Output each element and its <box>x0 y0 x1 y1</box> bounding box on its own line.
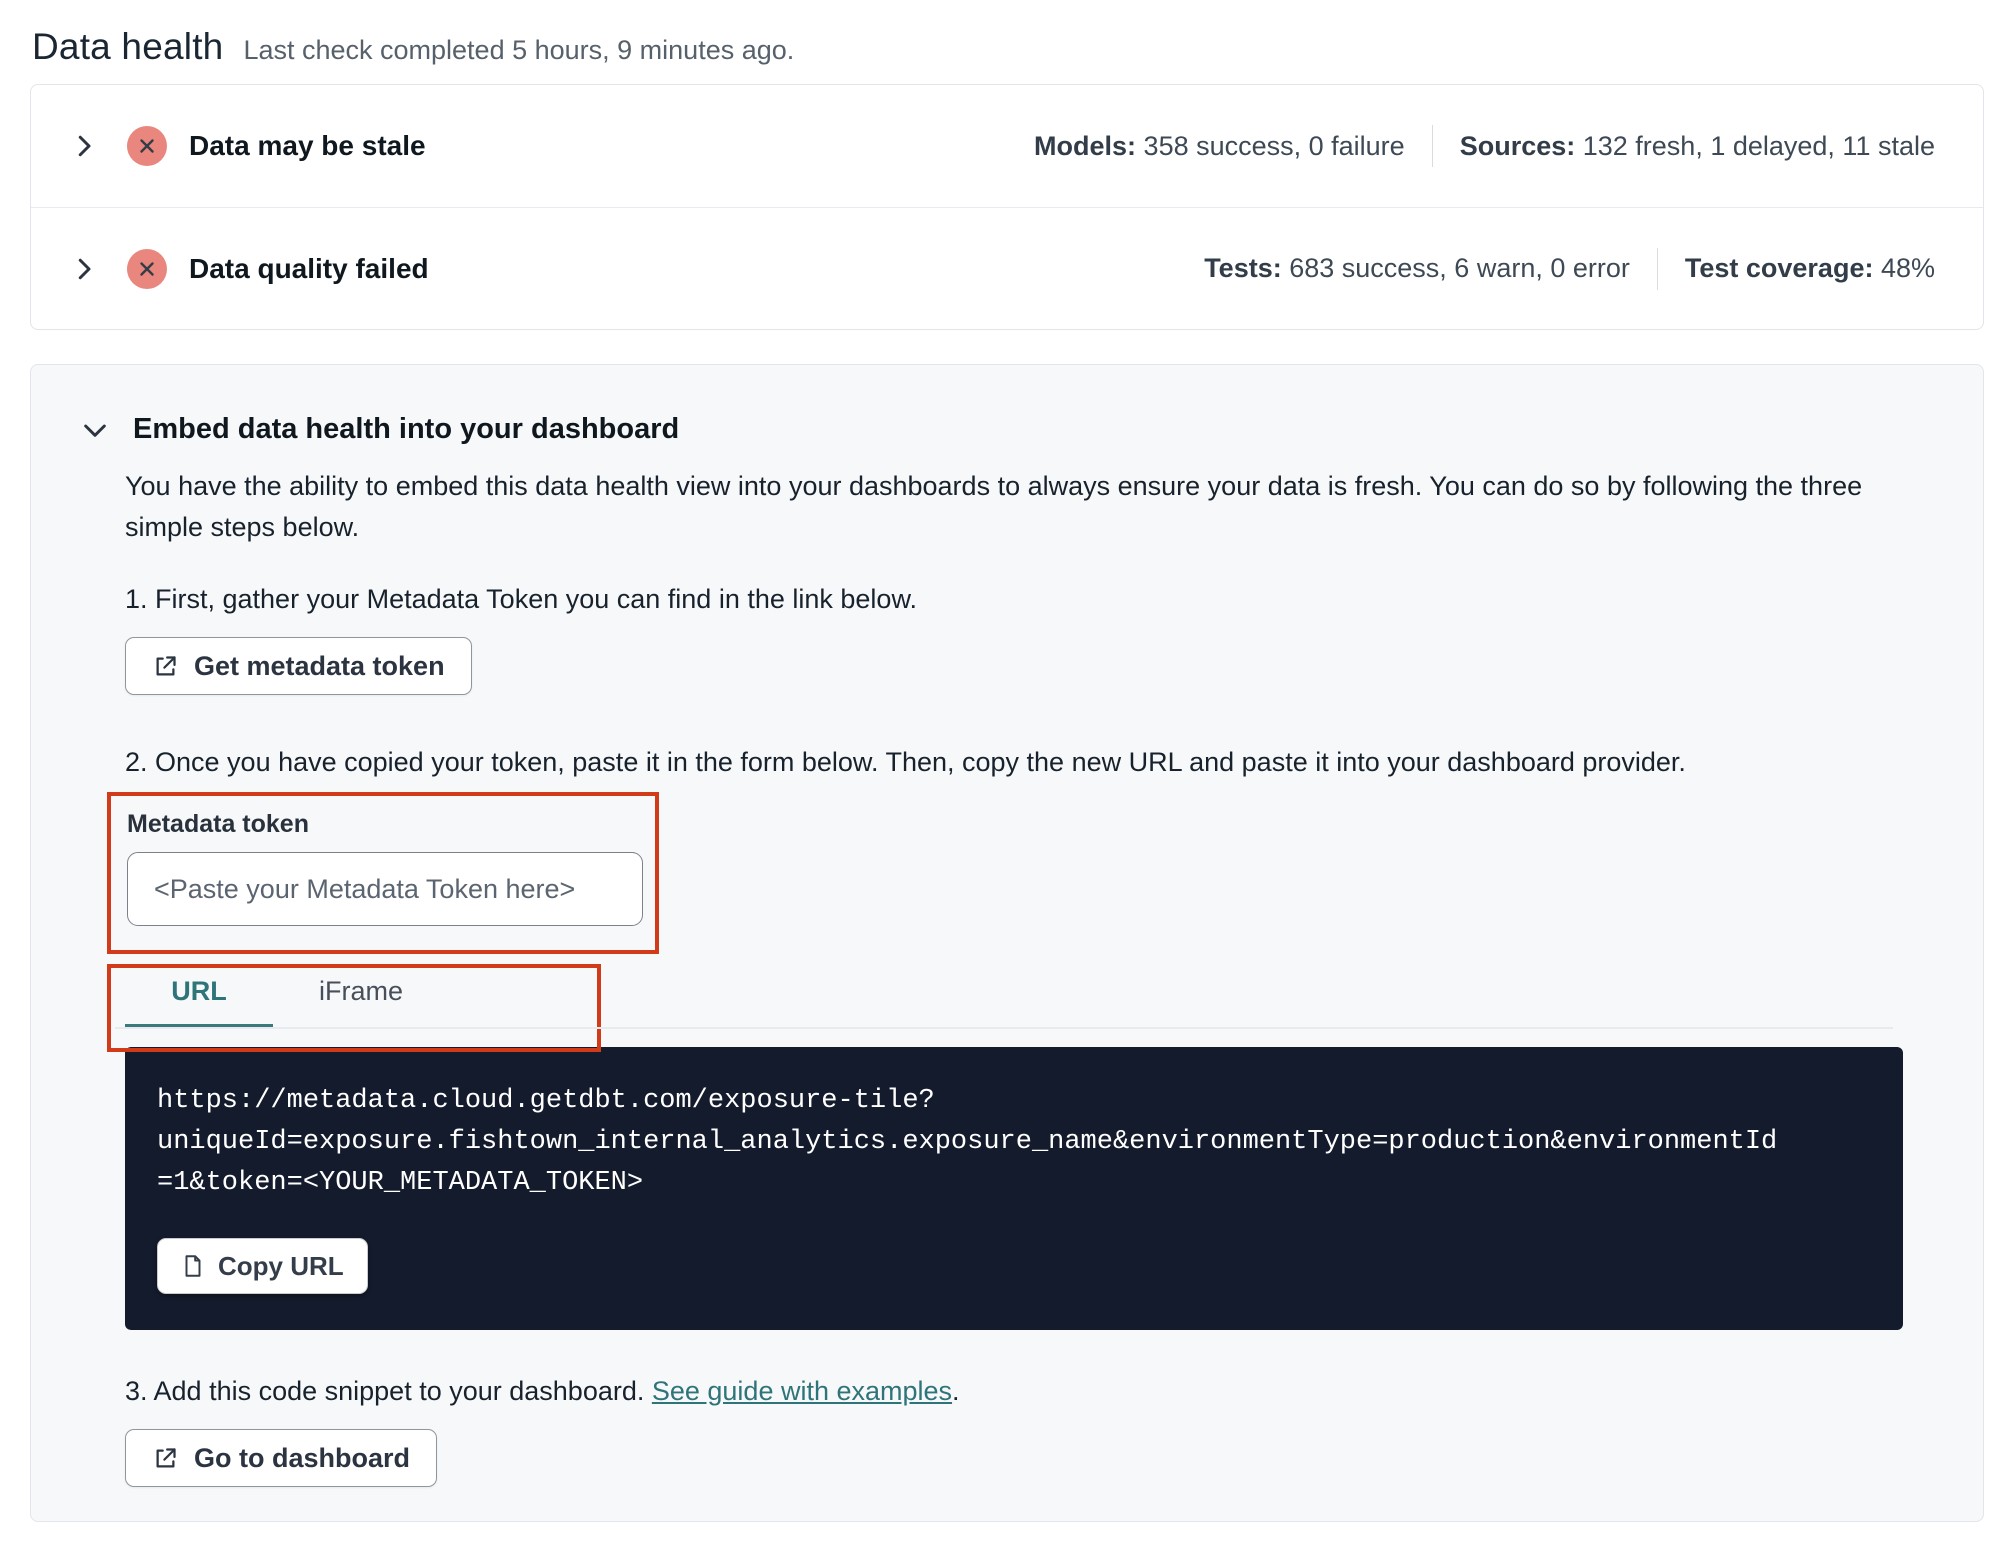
copy-url-label: Copy URL <box>218 1250 344 1281</box>
copy-icon <box>181 1253 205 1279</box>
embed-panel-title: Embed data health into your dashboard <box>133 413 680 445</box>
embed-panel-header[interactable] <box>79 413 1925 446</box>
sources-stat <box>1460 131 1935 162</box>
chevron-right-icon <box>69 254 99 284</box>
status-stats <box>1204 248 1935 290</box>
status-title: Data may be stale <box>189 130 426 161</box>
tabs-baseline <box>115 1027 1893 1029</box>
stat-divider <box>1432 125 1433 167</box>
tab-iframe[interactable]: iFrame <box>287 976 435 1027</box>
see-guide-link[interactable]: See guide with examples <box>651 1376 953 1406</box>
coverage-stat <box>1685 253 1935 284</box>
embed-panel <box>30 364 1984 1522</box>
last-check-status: Last check completed 5 hours, 9 minutes ago. <box>243 35 795 65</box>
step-3-suffix: . <box>952 1376 960 1406</box>
expand-stale-button[interactable] <box>69 131 99 161</box>
models-stat-label: Models: <box>1034 130 1137 161</box>
copy-url-button[interactable] <box>157 1238 368 1294</box>
models-stat-value: 358 success, 0 failure <box>1136 130 1405 161</box>
go-to-dashboard-button[interactable] <box>125 1429 437 1487</box>
error-x-circle-icon <box>127 249 167 289</box>
embed-url-code-block <box>125 1047 1903 1330</box>
tests-stat-value: 683 success, 6 warn, 0 error <box>1281 253 1630 283</box>
tests-stat-label: Tests: <box>1204 253 1282 283</box>
chevron-down-icon[interactable] <box>79 414 111 446</box>
tab-list <box>125 964 1925 1027</box>
tab-url[interactable]: URL <box>125 976 273 1027</box>
get-metadata-token-label: Get metadata token <box>194 650 445 681</box>
embed-url-line: https://metadata.cloud.getdbt.com/exposure-tile? <box>157 1086 935 1116</box>
coverage-stat-label: Test coverage: <box>1684 253 1874 283</box>
status-card <box>30 84 1984 330</box>
step-3-text <box>125 1376 1925 1407</box>
status-row-stale[interactable] <box>31 85 1983 207</box>
embed-panel-body <box>125 466 1925 1487</box>
external-link-icon <box>152 653 179 680</box>
metadata-token-label: Metadata token <box>127 810 309 838</box>
chevron-right-icon <box>69 131 99 161</box>
error-x-circle-icon <box>127 126 167 166</box>
tests-stat <box>1204 253 1630 284</box>
output-tabs <box>125 964 1925 1029</box>
embed-url-line: =1&token=<YOUR_METADATA_TOKEN> <box>157 1168 644 1198</box>
sources-stat-label: Sources: <box>1459 130 1576 161</box>
coverage-stat-value: 48% <box>1873 253 1935 283</box>
step-3-prefix: 3. Add this code snippet to your dashboard. <box>125 1376 652 1406</box>
metadata-token-input[interactable] <box>127 852 643 926</box>
step-2-text: 2. Once you have copied your token, paste it in the form below. Then, copy the new URL and paste it into your dashboard provider. <box>125 747 1686 777</box>
get-metadata-token-button[interactable] <box>125 637 472 695</box>
step-1-text: 1. First, gather your Metadata Token you can find in the link below. <box>125 584 917 614</box>
status-title: Data quality failed <box>189 252 429 284</box>
sources-stat-value: 132 fresh, 1 delayed, 11 stale <box>1575 130 1935 161</box>
external-link-icon <box>152 1445 179 1472</box>
annotation-highlight-token <box>107 792 659 954</box>
status-row-quality[interactable] <box>31 207 1983 329</box>
status-stats <box>1034 125 1935 167</box>
expand-quality-button[interactable] <box>69 254 99 284</box>
embed-url-line: uniqueId=exposure.fishtown_internal_analytics.exposure_name&environmentType=production&environmentId <box>157 1127 1778 1157</box>
page-title: Data health <box>32 26 224 67</box>
stat-divider <box>1657 248 1658 290</box>
page-header <box>30 26 1984 68</box>
embed-description: You have the ability to embed this data health view into your dashboards to always ensure your data is fresh. You can do so by following the three simple steps below. <box>125 471 1863 542</box>
models-stat <box>1034 131 1405 162</box>
go-to-dashboard-label: Go to dashboard <box>194 1442 410 1473</box>
